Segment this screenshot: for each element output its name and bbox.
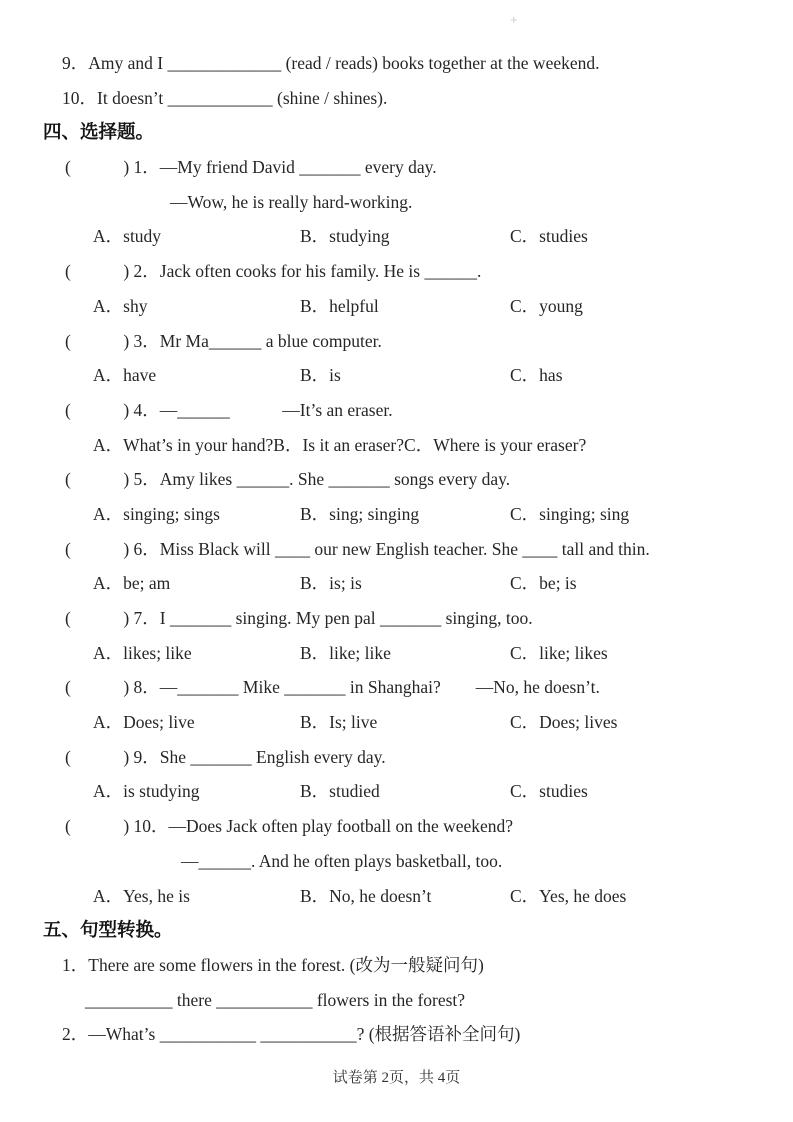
mcq-10-stem: ( ) 10．—Does Jack often play football on the weekend? — [65, 816, 514, 837]
option-b: B．studying — [300, 226, 390, 247]
option-b: B．like; like — [300, 642, 391, 663]
mcq-10-stem-line2: —______. And he often plays basketball, too. — [181, 850, 503, 871]
mcq-7-options — [43, 636, 755, 671]
mcq-question-7 — [43, 601, 755, 670]
mcq-2-options — [43, 289, 755, 324]
option-b: B．studied — [300, 781, 380, 802]
mcq-2-stem: ( ) 2．Jack often cooks for his family. He is ______. — [65, 261, 482, 282]
mcq-4-stem: ( ) 4．—______ —It’s an eraser. — [65, 399, 393, 420]
mcq-9-stem: ( ) 9．She _______ English every day. — [65, 746, 386, 767]
option-c: C．Yes, he does — [510, 885, 627, 906]
fill-item-9: 9．Amy and I _____________ (read / reads) books together at the weekend. — [62, 53, 600, 73]
section5-title: 五、句型转换。 — [43, 919, 173, 941]
section4-title: 四、选择题。 — [43, 121, 155, 143]
option-c: C．like; likes — [510, 642, 608, 663]
option-a: A．Yes, he is — [93, 885, 190, 906]
mcq-5-options — [43, 497, 755, 532]
option-c: C．be; is — [510, 573, 577, 594]
transform-item-1: 1．There are some flowers in the forest. (改为一般疑问句) — [62, 954, 484, 975]
option-a: A．have — [93, 365, 157, 386]
option-b: B．helpful — [300, 295, 379, 316]
mcq-question-9 — [43, 740, 755, 809]
option-b: B．No, he doesn’t — [300, 885, 432, 906]
option-a: A．singing; sings — [93, 503, 220, 524]
option-c: C．young — [510, 295, 583, 316]
transform-item-2: 2．—What’s ___________ ___________? (根据答语补全问句) — [62, 1024, 521, 1045]
mcq-8-options — [43, 705, 755, 740]
mcq-question-3 — [43, 324, 755, 393]
mcq-5-stem: ( ) 5．Amy likes ______. She _______ songs every day. — [65, 469, 511, 490]
mcq-question-5 — [43, 462, 755, 531]
option-c: C．has — [510, 365, 563, 386]
option-a: A．likes; like — [93, 642, 192, 663]
mcq-question-4 — [43, 393, 755, 462]
option-a: A．study — [93, 226, 162, 247]
mcq-10-options — [43, 879, 755, 914]
page-footer: 试卷第 2页，共 4页 — [332, 1070, 461, 1086]
option-b: B．is — [300, 365, 341, 386]
option-a: A．be; am — [93, 573, 171, 594]
option-a: A．Does; live — [93, 712, 195, 733]
option-b: B．is; is — [300, 573, 362, 594]
option-b: B．Is; live — [300, 712, 378, 733]
option-c: C．Does; lives — [510, 712, 618, 733]
mcq-question-8 — [43, 670, 755, 739]
option-b: B．sing; singing — [300, 503, 420, 524]
option-c: C．singing; sing — [510, 503, 630, 524]
mcq-question-2 — [43, 254, 755, 323]
mcq-9-options — [43, 774, 755, 809]
mcq-1-stem: ( ) 1．—My friend David _______ every day. — [65, 157, 437, 178]
mcq-6-options — [43, 566, 755, 601]
fill-item-10: 10．It doesn’t ____________ (shine / shines). — [62, 87, 388, 108]
transform-item-1-answer: __________ there ___________ flowers in the forest? — [85, 989, 466, 1010]
mcq-question-6 — [43, 532, 755, 601]
mcq-3-options — [43, 358, 755, 393]
option-c: C．studies — [510, 226, 588, 247]
mcq-6-stem: ( ) 6．Miss Black will ____ our new English teacher. She ____ tall and thin. — [65, 538, 650, 559]
corner-mark: + — [510, 12, 518, 27]
mcq-4-options: A．What’s in your hand?B．Is it an eraser?C．Where is your eraser? — [93, 434, 587, 455]
mcq-question-10 — [43, 809, 755, 913]
option-a: A．shy — [93, 295, 148, 316]
mcq-7-stem: ( ) 7．I _______ singing. My pen pal _______ singing, too. — [65, 608, 533, 628]
mcq-1-options — [43, 219, 755, 254]
option-c: C．studies — [510, 781, 588, 802]
mcq-3-stem: ( ) 3．Mr Ma______ a blue computer. — [65, 330, 382, 351]
mcq-8-stem: ( ) 8．—_______ Mike _______ in Shanghai? —No, he doesn’t. — [65, 677, 600, 698]
mcq-1-stem-line2: —Wow, he is really hard-working. — [170, 191, 413, 212]
option-a: A．is studying — [93, 781, 200, 802]
mcq-question-1 — [43, 150, 755, 254]
